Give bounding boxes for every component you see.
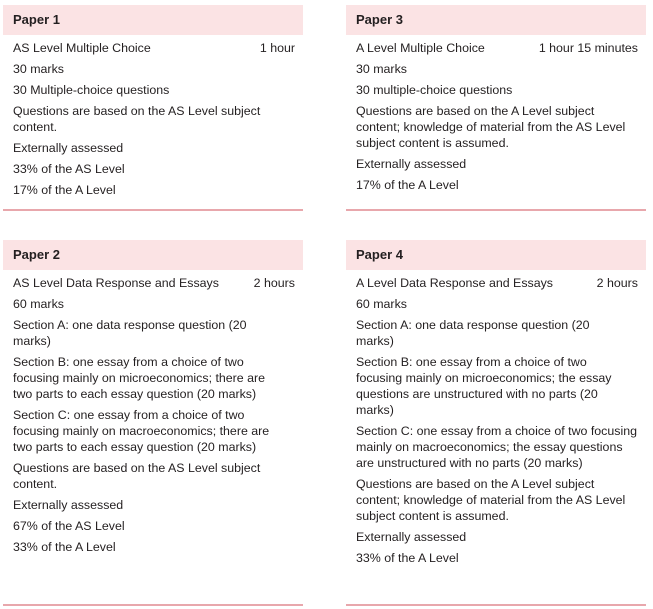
paper-2-as-weight: 67% of the AS Level <box>13 519 125 533</box>
paper-3-a-weight: 17% of the A Level <box>356 178 459 192</box>
paper-3-content-basis: Questions are based on the A Level subject content; knowledge of material from the AS Level subject content is assumed. <box>356 104 626 150</box>
paper-2-duration: 2 hours <box>253 276 295 290</box>
paper-3-body <box>346 35 646 193</box>
paper-1-questions: 30 Multiple-choice questions <box>13 83 170 97</box>
paper-4-section-b: Section B: one essay from a choice of two focusing mainly on microeconomics; the essay questions are unstructured with no parts (20 marks) <box>356 355 612 417</box>
paper-4-a-weight: 33% of the A Level <box>356 551 459 565</box>
paper-2-heading: Paper 2 <box>3 240 303 270</box>
paper-1-a-weight: 17% of the A Level <box>13 183 116 197</box>
paper-2-a-weight: 33% of the A Level <box>13 540 116 554</box>
paper-2-section-b: Section B: one essay from a choice of two focusing mainly on microeconomics; there are two parts to each essay question (20 marks) <box>13 355 266 401</box>
paper-2-content-basis: Questions are based on the AS Level subject content. <box>13 461 261 491</box>
paper-2-body <box>3 270 303 555</box>
paper-4-section-c: Section C: one essay from a choice of two focusing mainly on macroeconomics; the essay questions are unstructured with no parts (20 marks) <box>356 424 637 470</box>
paper-1-card <box>3 5 303 211</box>
paper-2-card <box>3 240 303 606</box>
paper-4-title: A Level Data Response and Essays <box>356 276 553 290</box>
paper-2-assessment: Externally assessed <box>13 498 124 512</box>
paper-3-title: A Level Multiple Choice <box>356 41 485 55</box>
paper-3-marks: 30 marks <box>356 62 407 76</box>
paper-1-assessment: Externally assessed <box>13 141 124 155</box>
paper-2-section-c: Section C: one essay from a choice of two focusing mainly on macroeconomics; there are two parts to each essay question (20 marks) <box>13 408 270 454</box>
paper-1-content-basis: Questions are based on the AS Level subject content. <box>13 104 261 134</box>
paper-4-title-row <box>356 275 646 291</box>
paper-2-title-row <box>13 275 303 291</box>
paper-3-heading: Paper 3 <box>346 5 646 35</box>
paper-3-title-row <box>356 40 646 56</box>
paper-3-duration: 1 hour 15 minutes <box>538 41 638 55</box>
paper-1-duration: 1 hour <box>259 41 295 55</box>
paper-1-title-row <box>13 40 303 56</box>
paper-3-assessment: Externally assessed <box>356 157 467 171</box>
paper-3-questions: 30 multiple-choice questions <box>356 83 513 97</box>
paper-3-card <box>346 5 646 211</box>
paper-4-assessment: Externally assessed <box>356 530 467 544</box>
paper-4-section-a: Section A: one data response question (20 marks) <box>356 318 590 348</box>
paper-1-as-weight: 33% of the AS Level <box>13 162 125 176</box>
paper-4-marks: 60 marks <box>356 297 407 311</box>
paper-2-marks: 60 marks <box>13 297 64 311</box>
paper-2-section-a: Section A: one data response question (20 marks) <box>13 318 247 348</box>
paper-1-heading: Paper 1 <box>3 5 303 35</box>
paper-4-body <box>346 270 646 566</box>
paper-1-marks: 30 marks <box>13 62 64 76</box>
paper-1-title: AS Level Multiple Choice <box>13 41 151 55</box>
paper-4-card <box>346 240 646 606</box>
paper-4-duration: 2 hours <box>596 276 638 290</box>
paper-4-content-basis: Questions are based on the A Level subject content; knowledge of material from the AS Level subject content is assumed. <box>356 477 626 523</box>
paper-2-title: AS Level Data Response and Essays <box>13 276 219 290</box>
paper-4-heading: Paper 4 <box>346 240 646 270</box>
paper-1-body <box>3 35 303 198</box>
